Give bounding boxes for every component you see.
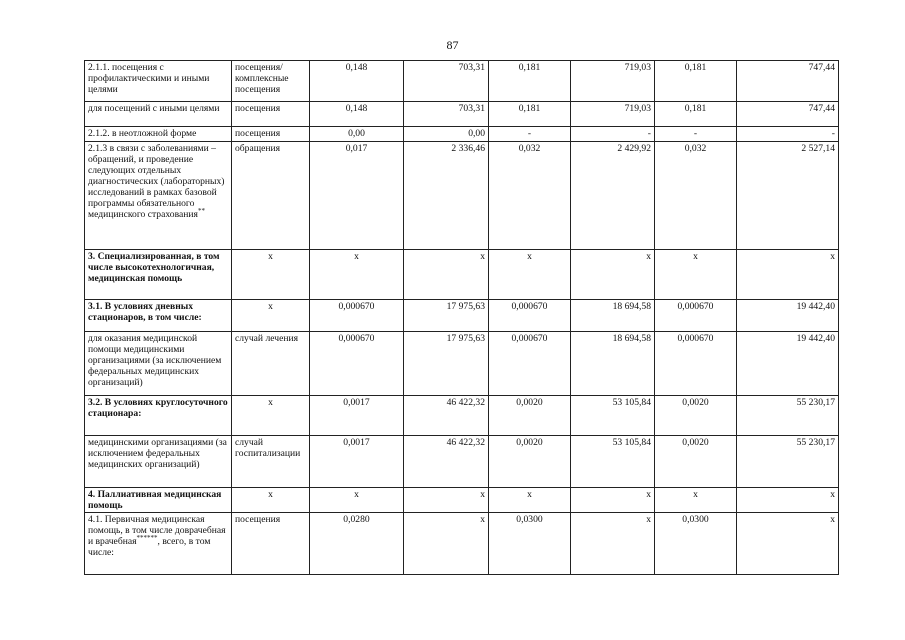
table-row <box>85 332 839 396</box>
row-value: 747,44 <box>737 61 839 102</box>
row-value: х <box>404 250 489 300</box>
row-value: 0,148 <box>310 61 404 102</box>
row-name: 2.1.3 в связи с заболеваниями – обращений, и проведение следующих отдельных диагностических (лабораторных) исследований в рамках базовой программы обязательного медицинского страхования** <box>85 142 232 250</box>
row-value: х <box>571 513 655 575</box>
table-row <box>85 513 839 575</box>
row-value: х <box>489 488 571 513</box>
row-value: 719,03 <box>571 102 655 127</box>
row-value: 0,0020 <box>489 396 571 436</box>
table-row <box>85 61 839 102</box>
row-value: 0,181 <box>489 102 571 127</box>
row-value: 0,000670 <box>655 332 737 396</box>
row-value: х <box>404 513 489 575</box>
row-name: 2.1.1. посещения с профилактическими и иными целями <box>85 61 232 102</box>
row-value: - <box>655 127 737 142</box>
row-value: 0,0017 <box>310 436 404 488</box>
row-value: 18 694,58 <box>571 332 655 396</box>
row-value: х <box>655 250 737 300</box>
row-value: 0,000670 <box>489 300 571 332</box>
row-value: - <box>737 127 839 142</box>
row-value: 0,000670 <box>655 300 737 332</box>
row-name: 3.1. В условиях дневных стационаров, в том числе: <box>85 300 232 332</box>
row-value: х <box>655 488 737 513</box>
row-unit: х <box>232 300 310 332</box>
table-row <box>85 127 839 142</box>
row-value: 46 422,32 <box>404 436 489 488</box>
row-unit: случай госпитализации <box>232 436 310 488</box>
row-name: 4.1. Первичная медицинская помощь, в том числе доврачебная и врачебная******, всего, в том числе: <box>85 513 232 575</box>
row-unit: посещения <box>232 513 310 575</box>
footnote-mark: ****** <box>136 533 158 542</box>
row-value: 0,000670 <box>310 332 404 396</box>
row-value: 0,00 <box>310 127 404 142</box>
row-unit: х <box>232 250 310 300</box>
row-value: 0,000670 <box>489 332 571 396</box>
row-value: 19 442,40 <box>737 332 839 396</box>
row-value: 46 422,32 <box>404 396 489 436</box>
row-value: - <box>489 127 571 142</box>
table-row <box>85 102 839 127</box>
row-value: 0,0020 <box>655 436 737 488</box>
row-value: 0,0020 <box>655 396 737 436</box>
row-value: 0,017 <box>310 142 404 250</box>
row-value: 0,181 <box>489 61 571 102</box>
row-name: для оказания медицинской помощи медицинскими организациями (за исключением федеральных медицинских организаций) <box>85 332 232 396</box>
page-number: 87 <box>446 38 459 52</box>
row-value: 0,148 <box>310 102 404 127</box>
row-value: 0,0300 <box>655 513 737 575</box>
row-value: х <box>404 488 489 513</box>
row-value: х <box>571 488 655 513</box>
row-value: 19 442,40 <box>737 300 839 332</box>
row-value: 18 694,58 <box>571 300 655 332</box>
row-value: 0,000670 <box>310 300 404 332</box>
table-row <box>85 436 839 488</box>
row-value: 0,032 <box>489 142 571 250</box>
row-value: х <box>310 488 404 513</box>
row-unit: х <box>232 396 310 436</box>
row-name: 2.1.2. в неотложной форме <box>85 127 232 142</box>
row-value: 2 336,46 <box>404 142 489 250</box>
row-name: 3. Специализированная, в том числе высокотехнологичная, медицинская помощь <box>85 250 232 300</box>
row-value: 0,0280 <box>310 513 404 575</box>
row-value: 0,181 <box>655 61 737 102</box>
footnote-mark: ** <box>197 206 205 215</box>
table-row <box>85 300 839 332</box>
row-unit: х <box>232 488 310 513</box>
row-value: - <box>571 127 655 142</box>
row-value: 17 975,63 <box>404 300 489 332</box>
row-value: 0,0017 <box>310 396 404 436</box>
row-value: 2 527,14 <box>737 142 839 250</box>
row-value: 747,44 <box>737 102 839 127</box>
row-name: 3.2. В условиях круглосуточного стационара: <box>85 396 232 436</box>
row-unit: обращения <box>232 142 310 250</box>
row-value: х <box>571 250 655 300</box>
row-name: 4. Паллиативная медицинская помощь <box>85 488 232 513</box>
table-row <box>85 488 839 513</box>
row-value: 55 230,17 <box>737 436 839 488</box>
table-row <box>85 250 839 300</box>
row-value: 55 230,17 <box>737 396 839 436</box>
row-value: х <box>489 250 571 300</box>
row-value: 703,31 <box>404 102 489 127</box>
row-value: х <box>737 513 839 575</box>
row-value: 719,03 <box>571 61 655 102</box>
row-value: 0,032 <box>655 142 737 250</box>
row-value: 0,0020 <box>489 436 571 488</box>
table-row <box>85 142 839 250</box>
row-value: 0,181 <box>655 102 737 127</box>
table-row <box>85 396 839 436</box>
row-value: х <box>310 250 404 300</box>
row-value: х <box>737 250 839 300</box>
row-value: 53 105,84 <box>571 396 655 436</box>
row-value: 703,31 <box>404 61 489 102</box>
row-value: 17 975,63 <box>404 332 489 396</box>
tariff-table <box>84 60 839 575</box>
row-unit: посещения <box>232 102 310 127</box>
row-value: 2 429,92 <box>571 142 655 250</box>
row-unit: посещения <box>232 127 310 142</box>
row-value: 0,00 <box>404 127 489 142</box>
row-name: медицинскими организациями (за исключением федеральных медицинских организаций) <box>85 436 232 488</box>
row-name: для посещений с иными целями <box>85 102 232 127</box>
row-unit: случай лечения <box>232 332 310 396</box>
row-value: х <box>737 488 839 513</box>
row-unit: посещения/ комплексные посещения <box>232 61 310 102</box>
row-value: 0,0300 <box>489 513 571 575</box>
row-value: 53 105,84 <box>571 436 655 488</box>
